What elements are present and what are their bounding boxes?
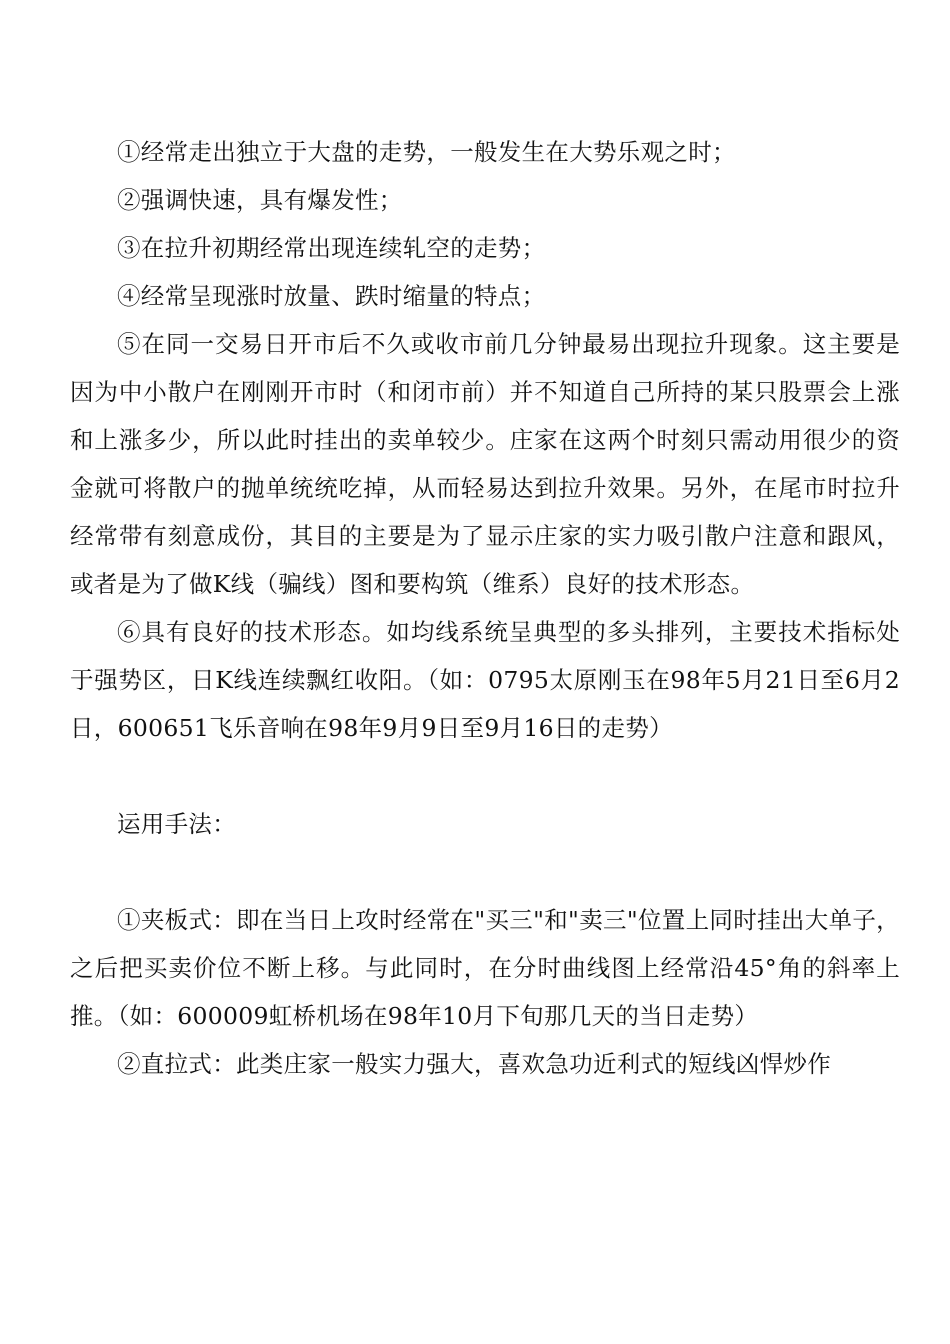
paragraph-point-2: ②强调快速，具有爆发性；	[117, 186, 403, 214]
blank-line	[70, 848, 900, 896]
section-heading: 运用手法：	[117, 810, 236, 838]
document-body	[70, 128, 900, 1088]
blank-line	[70, 752, 900, 800]
paragraph-method-2: ②直拉式：此类庄家一般实力强大，喜欢急功近利式的短线凶悍炒作	[117, 1050, 831, 1078]
paragraph-point-6: ⑥具有良好的技术形态。如均线系统呈典型的多头排列，主要技术指标处于强势区，日K线连续飘红收阳。（如：0795太原刚玉在98年5月21日至6月2日，600651飞乐音响在98年9月9日至9月16日的走势）	[70, 618, 900, 742]
paragraph-point-4: ④经常呈现涨时放量、跌时缩量的特点；	[117, 282, 546, 310]
paragraph-point-3: ③在拉升初期经常出现连续轧空的走势；	[117, 234, 546, 262]
paragraph-point-5: ⑤在同一交易日开市后不久或收市前几分钟最易出现拉升现象。这主要是因为中小散户在刚刚开市时（和闭市前）并不知道自己所持的某只股票会上涨和上涨多少，所以此时挂出的卖单较少。庄家在这两个时刻只需动用很少的资金就可将散户的抛单统统吃掉，从而轻易达到拉升效果。另外，在尾市时拉升经常带有刻意成份，其目的主要是为了显示庄家的实力吸引散户注意和跟风，或者是为了做K线（骗线）图和要构筑（维系）良好的技术形态。	[70, 330, 900, 598]
paragraph-point-1: ①经常走出独立于大盘的走势，一般发生在大势乐观之时；	[117, 138, 736, 166]
paragraph-method-1: ①夹板式：即在当日上攻时经常在"买三"和"卖三"位置上同时挂出大单子，之后把买卖价位不断上移。与此同时，在分时曲线图上经常沿45°角的斜率上推。（如：600009虹桥机场在98年10月下旬那几天的当日走势）	[70, 906, 900, 1030]
